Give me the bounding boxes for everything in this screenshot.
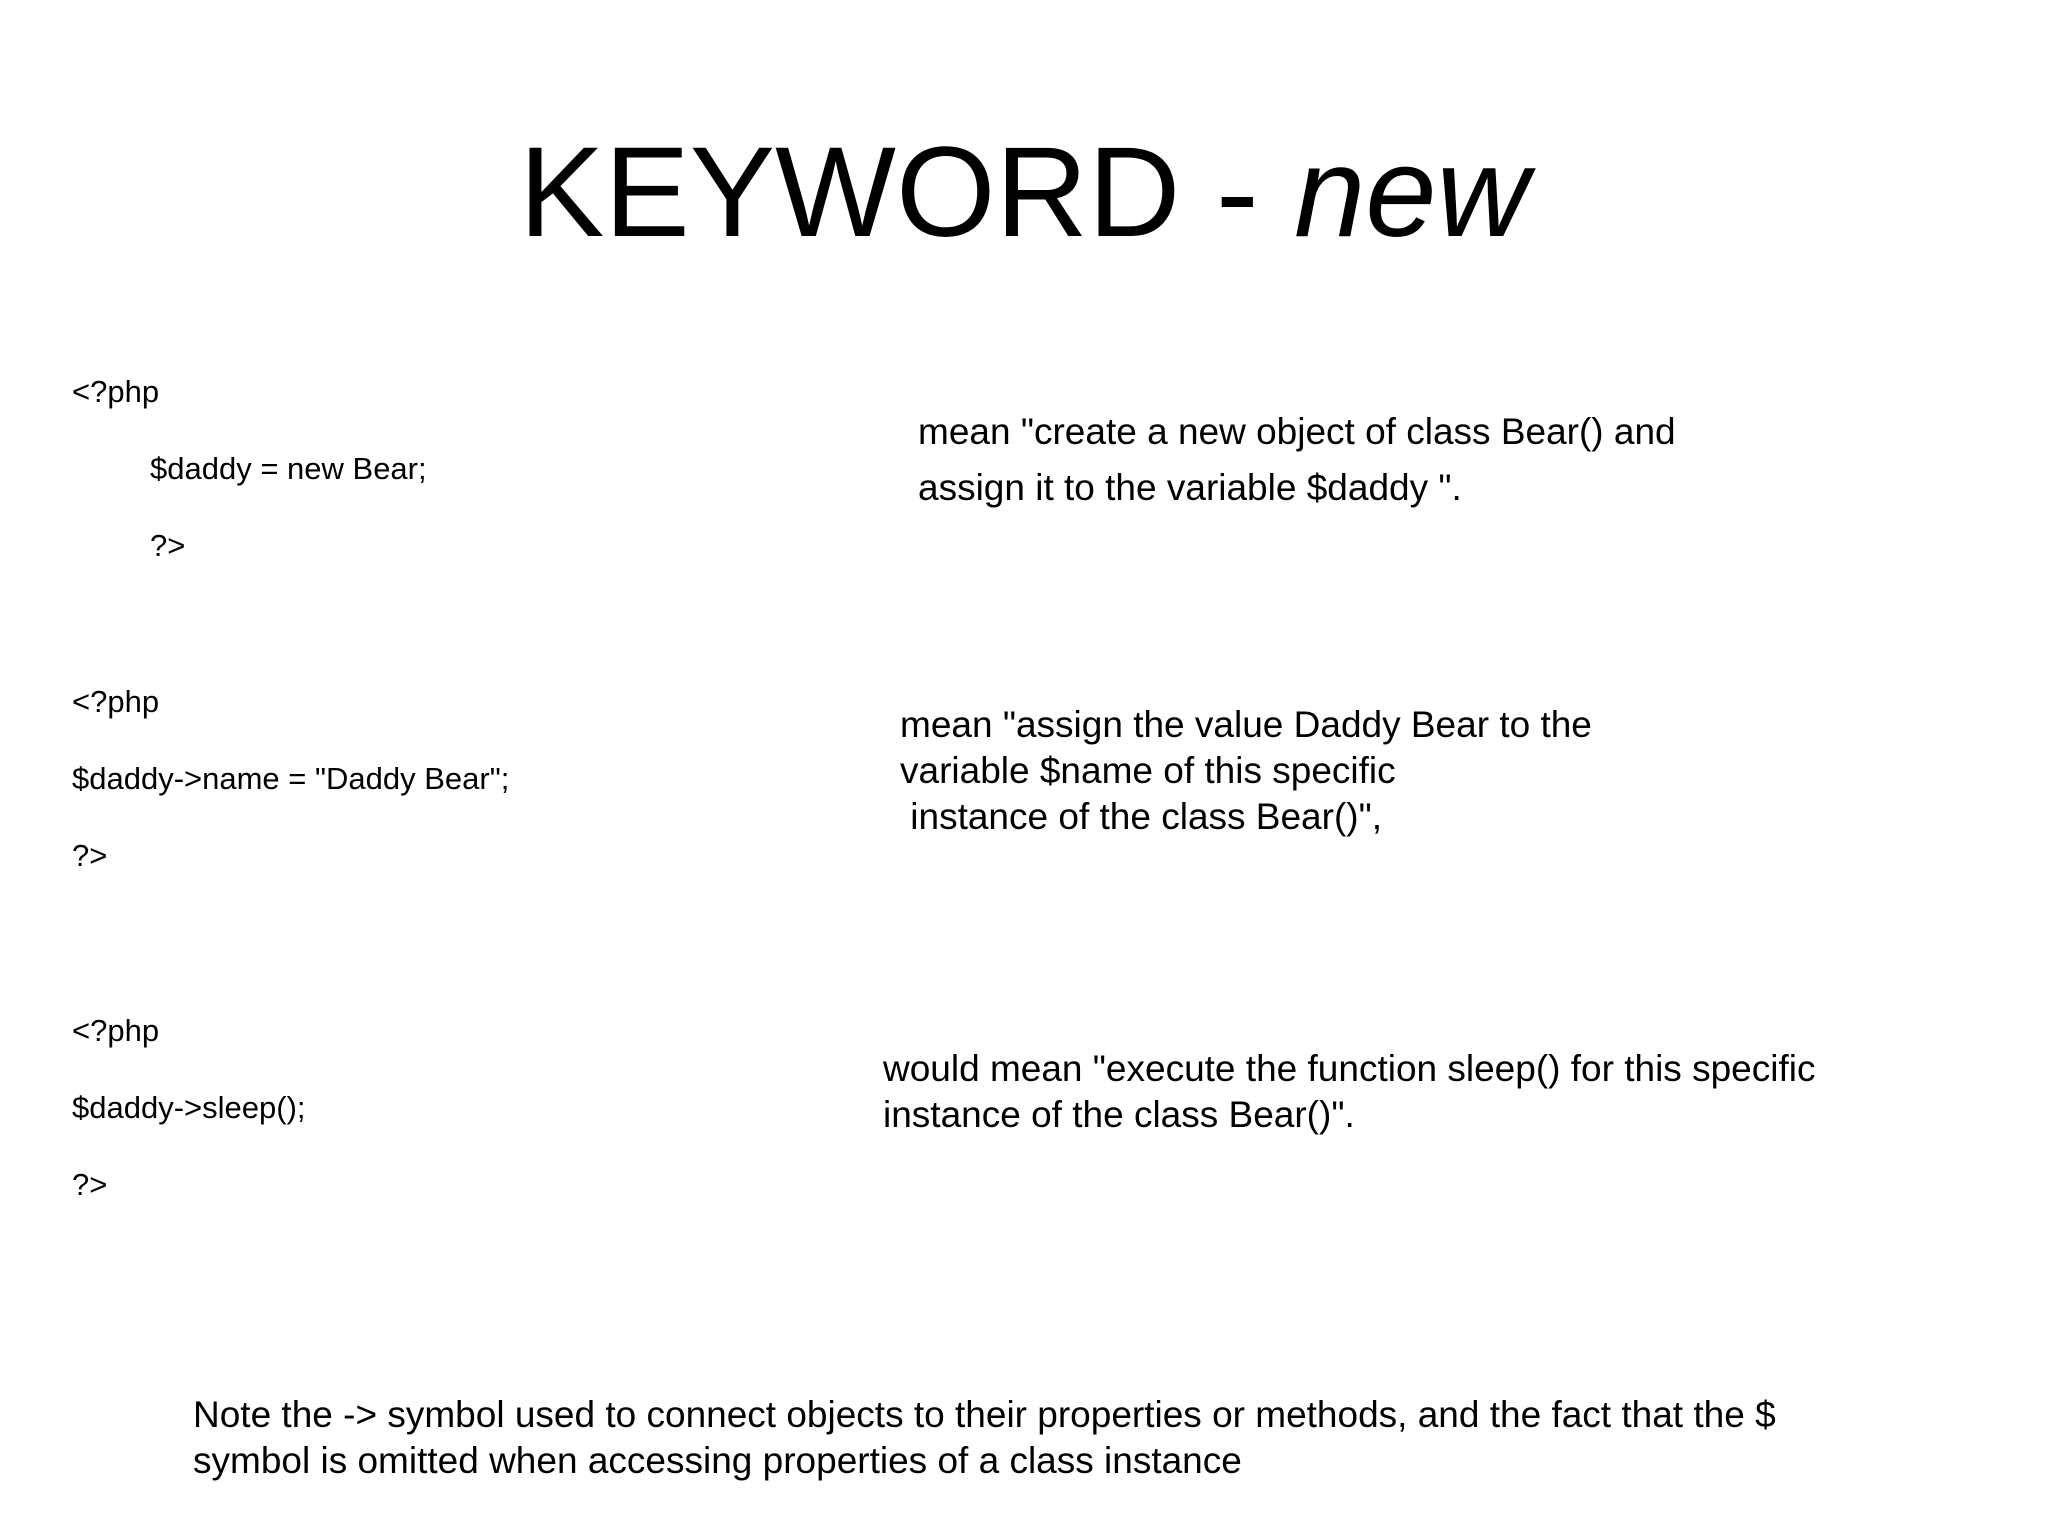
code-line: <?php: [72, 684, 160, 719]
description-line: mean "assign the value Daddy Bear to the: [900, 704, 1592, 745]
description-line: variable $name of this specific: [900, 750, 1396, 791]
code-line: $daddy = new Bear;: [150, 451, 427, 486]
code-line: ?>: [150, 528, 186, 563]
code-line: $daddy->sleep();: [72, 1090, 306, 1125]
description-assign-property: [900, 702, 1592, 840]
description-new-object: [918, 404, 1676, 516]
note-line: Note the -> symbol used to connect objects to their properties or methods, and the fact that the $: [193, 1394, 1776, 1435]
code-line: <?php: [72, 1013, 160, 1048]
description-line: assign it to the variable $daddy ".: [918, 467, 1462, 508]
code-line: ?>: [72, 838, 108, 873]
description-line: would mean "execute the function sleep() for this specific: [883, 1048, 1816, 1089]
note-line: symbol is omitted when accessing properties of a class instance: [193, 1440, 1242, 1481]
description-line: mean "create a new object of class Bear() and: [918, 411, 1676, 452]
slide-title: [0, 118, 2048, 268]
code-line: <?php: [72, 374, 160, 409]
description-line: instance of the class Bear()",: [900, 796, 1383, 837]
description-execute-method: [883, 1046, 1815, 1138]
code-line: ?>: [72, 1167, 108, 1202]
code-line: $daddy->name = "Daddy Bear";: [72, 761, 510, 796]
title-prefix: KEYWORD -: [519, 121, 1295, 264]
description-line: instance of the class Bear()".: [883, 1094, 1355, 1135]
title-keyword: new: [1294, 121, 1529, 264]
footer-note: [193, 1392, 1776, 1484]
